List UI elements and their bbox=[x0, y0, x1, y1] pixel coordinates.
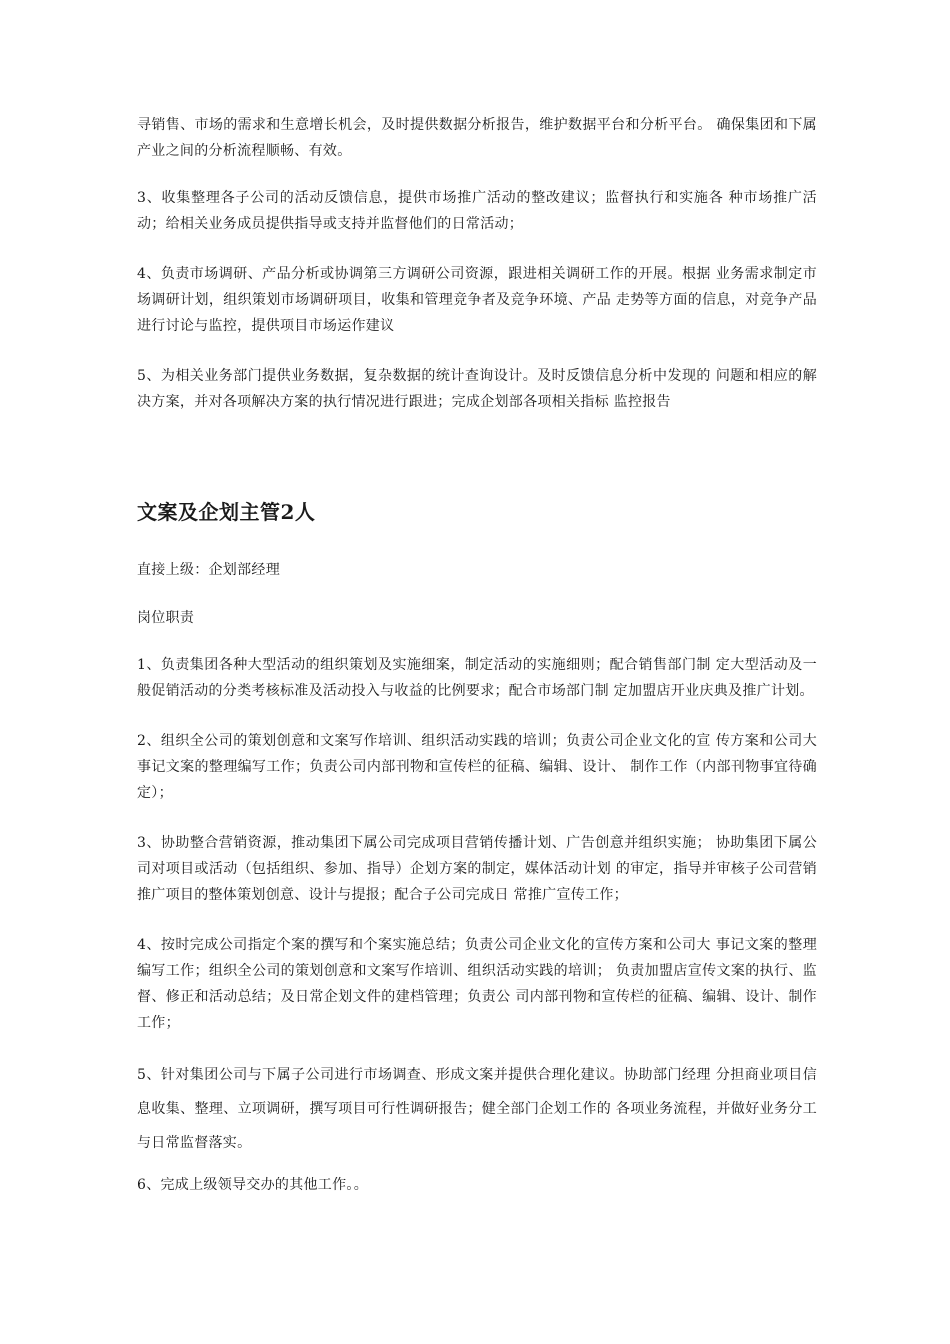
duty-item-4: 4、按时完成公司指定个案的撰写和个案实施总结；负责公司企业文化的宣传方案和公司大 事记文案的整理编写工作；组织全公司的策划创意和文案写作培训、组织活动实践的培训； 负责加盟店宣传文案的执行、监督、修正和活动总结；及日常企划文件的建档管理；负责公 司内部刊物和宣传栏的征稿、编辑、设计、制作工作； bbox=[137, 937, 817, 1031]
paragraph-continuation: 寻销售、市场的需求和生意增长机会，及时提供数据分析报告，维护数据平台和分析平台。 确保集团和下属产业之间的分析流程顺畅、有效。 bbox=[137, 117, 817, 159]
duty-item-5: 5、针对集团公司与下属子公司进行市场调查、形成文案并提供合理化建议。协助部门经理 分担商业项目信息收集、整理、立项调研，撰写项目可行性调研报告；健全部门企划工作的 各项业务流程，并做好业务分工与日常监督落实。 bbox=[137, 1067, 817, 1151]
document-page bbox=[137, 112, 817, 1198]
duty-item-2: 2、组织全公司的策划创意和文案写作培训、组织活动实践的培训；负责公司企业文化的宣 传方案和公司大事记文案的整理编写工作；负责公司内部刊物和宣传栏的征稿、编辑、设计、 制作工作（内部刊物事宜待确定）； bbox=[137, 733, 817, 801]
paragraph-item-4: 4、负责市场调研、产品分析或协调第三方调研公司资源，跟进相关调研工作的开展。根据 业务需求制定市场调研计划，组织策划市场调研项目，收集和管理竞争者及竞争环境、产品 走势等方面的信息，对竞争产品进行讨论与监控，提供项目市场运作建议 bbox=[137, 266, 817, 334]
paragraph-item-5: 5、为相关业务部门提供业务数据，复杂数据的统计查询设计。及时反馈信息分析中发现的 问题和相应的解决方案，并对各项解决方案的执行情况进行跟进；完成企划部各项相关指标 监控报告 bbox=[137, 368, 817, 410]
duty-item-1: 1、负责集团各种大型活动的组织策划及实施细案，制定活动的实施细则；配合销售部门制 定大型活动及一般促销活动的分类考核标准及活动投入与收益的比例要求；配合市场部门制 定加盟店开业庆典及推广计划。 bbox=[137, 657, 817, 699]
duties-label: 岗位职责 bbox=[137, 610, 195, 626]
section-title: 文案及企划主管2人 bbox=[137, 500, 316, 524]
duty-item-6: 6、完成上级领导交办的其他工作。。 bbox=[137, 1177, 369, 1193]
direct-supervisor: 直接上级：企划部经理 bbox=[137, 562, 280, 578]
duty-item-3: 3、协助整合营销资源，推动集团下属公司完成项目营销传播计划、广告创意并组织实施； 协助集团下属公司对项目或活动（包括组织、参加、指导）企划方案的制定，媒体活动计划 的审定，指导并审核子公司营销推广项目的整体策划创意、设计与提报；配合子公司完成日 常推广宣传工作； bbox=[137, 835, 817, 903]
paragraph-item-3: 3、收集整理各子公司的活动反馈信息，提供市场推广活动的整改建议；监督执行和实施各 种市场推广活动；给相关业务成员提供指导或支持并监督他们的日常活动； bbox=[137, 190, 817, 232]
